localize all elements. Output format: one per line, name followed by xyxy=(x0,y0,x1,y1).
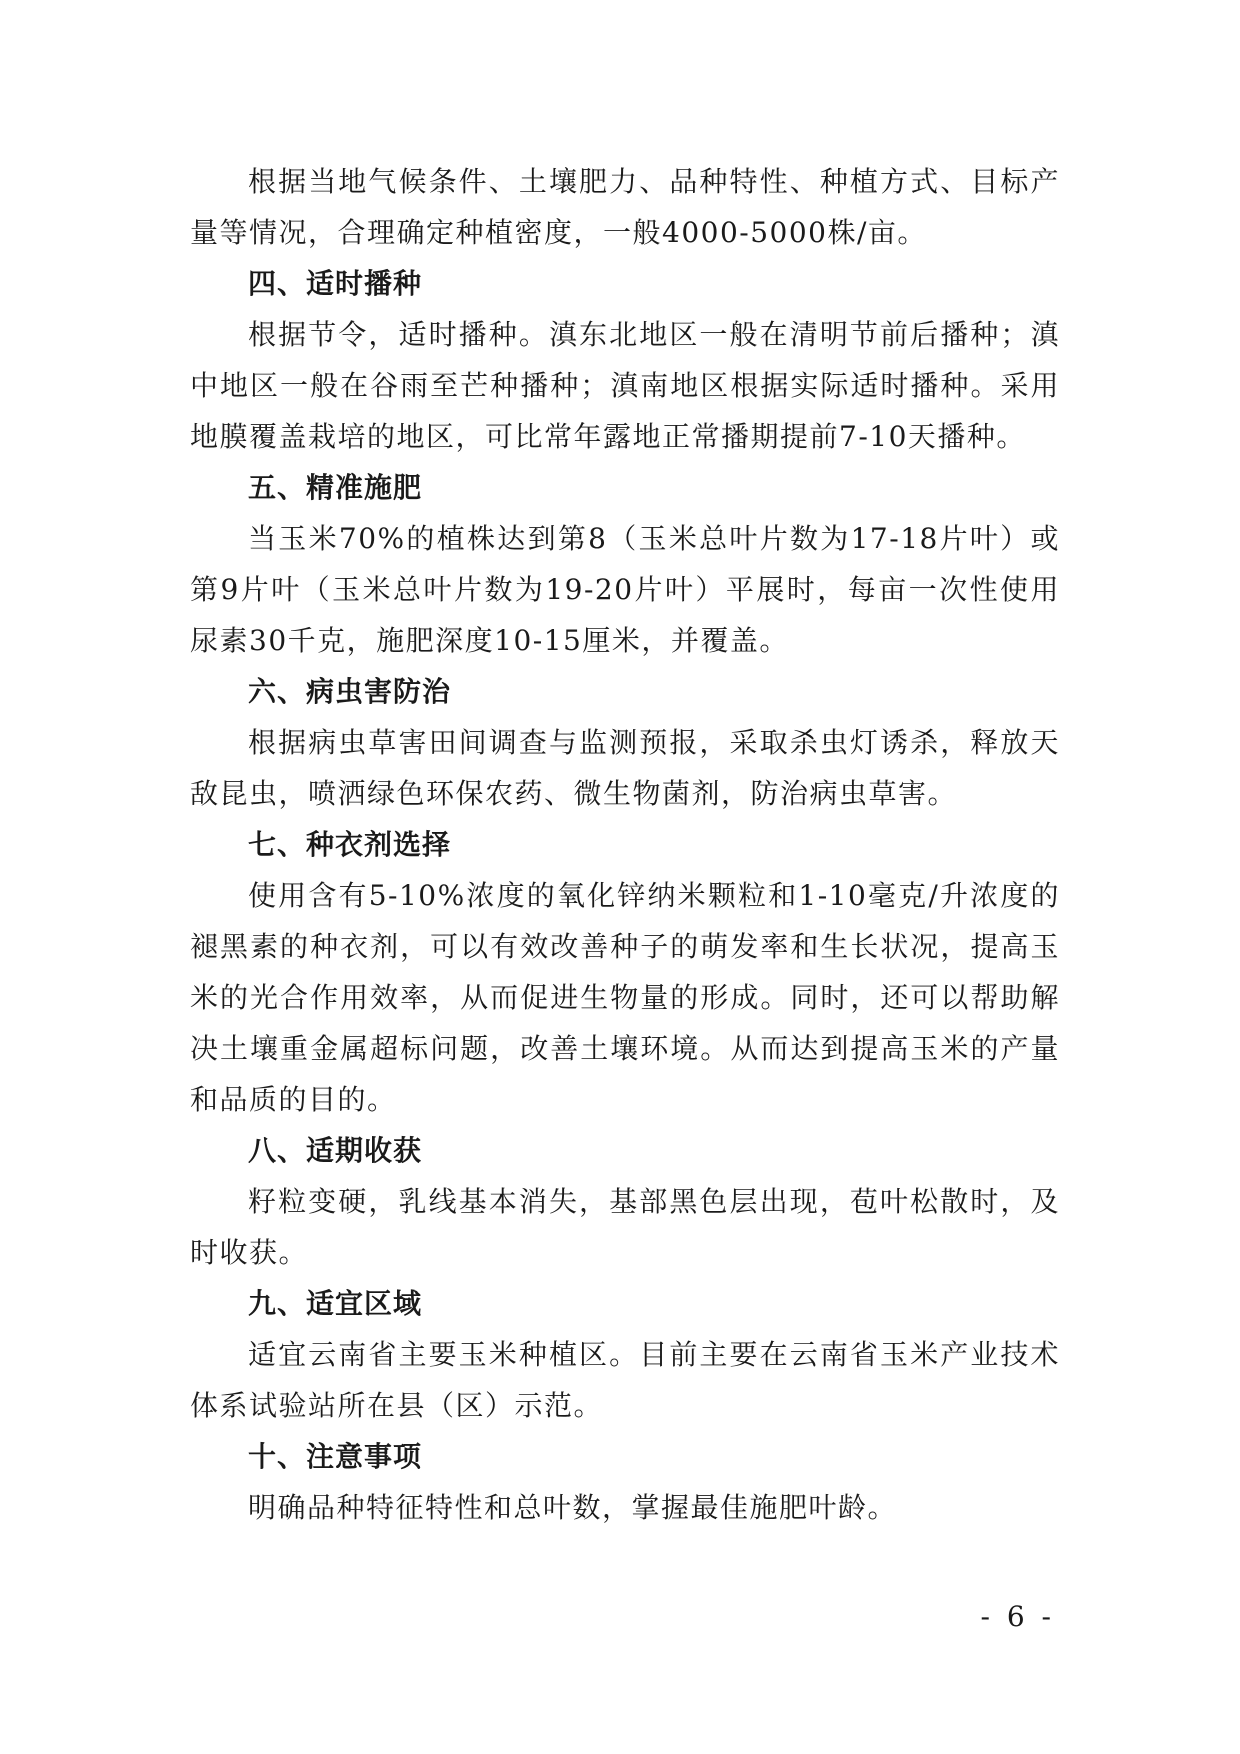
paragraph-timely-sowing: 根据节令，适时播种。滇东北地区一般在清明节前后播种；滇中地区一般在谷雨至芒种播种；滇南地区根据实际适时播种。采用地膜覆盖栽培的地区，可比常年露地正常播期提前7-10天播种。 xyxy=(190,318,1060,453)
section-heading-timely-sowing: 四、适时播种 xyxy=(248,267,423,300)
section-heading-precise-fertilization: 五、精准施肥 xyxy=(248,471,423,504)
page-number: - 6 - xyxy=(980,1600,1055,1633)
document-body xyxy=(190,156,1060,1533)
paragraph-precise-fertilization: 当玉米70%的植株达到第8（玉米总叶片数为17-18片叶）或第9片叶（玉米总叶片数为19-20片叶）平展时，每亩一次性使用尿素30千克，施肥深度10-15厘米，并覆盖。 xyxy=(190,522,1060,657)
section-heading-suitable-region: 九、适宜区域 xyxy=(248,1287,423,1320)
paragraph-pest-control: 根据病虫草害田间调查与监测预报，采取杀虫灯诱杀，释放天敌昆虫，喷洒绿色环保农药、微生物菌剂，防治病虫草害。 xyxy=(190,726,1060,810)
section-heading-harvest: 八、适期收获 xyxy=(248,1134,423,1167)
section-heading-pest-control: 六、病虫害防治 xyxy=(248,675,452,708)
paragraph-notes: 明确品种特征特性和总叶数，掌握最佳施肥叶龄。 xyxy=(248,1491,898,1524)
paragraph-suitable-region: 适宜云南省主要玉米种植区。目前主要在云南省玉米产业技术体系试验站所在县（区）示范。 xyxy=(190,1338,1060,1422)
paragraph-seed-coating: 使用含有5-10%浓度的氧化锌纳米颗粒和1-10毫克/升浓度的褪黑素的种衣剂，可以有效改善种子的萌发率和生长状况，提高玉米的光合作用效率，从而促进生物量的形成。同时，还可以帮助解决土壤重金属超标问题，改善土壤环境。从而达到提高玉米的产量和品质的目的。 xyxy=(190,879,1060,1116)
paragraph-harvest: 籽粒变硬，乳线基本消失，基部黑色层出现，苞叶松散时，及时收获。 xyxy=(190,1185,1060,1269)
section-heading-notes: 十、注意事项 xyxy=(248,1440,423,1473)
section-heading-seed-coating: 七、种衣剂选择 xyxy=(248,828,452,861)
paragraph-planting-density: 根据当地气候条件、土壤肥力、品种特性、种植方式、目标产量等情况，合理确定种植密度，一般4000-5000株/亩。 xyxy=(190,165,1060,249)
